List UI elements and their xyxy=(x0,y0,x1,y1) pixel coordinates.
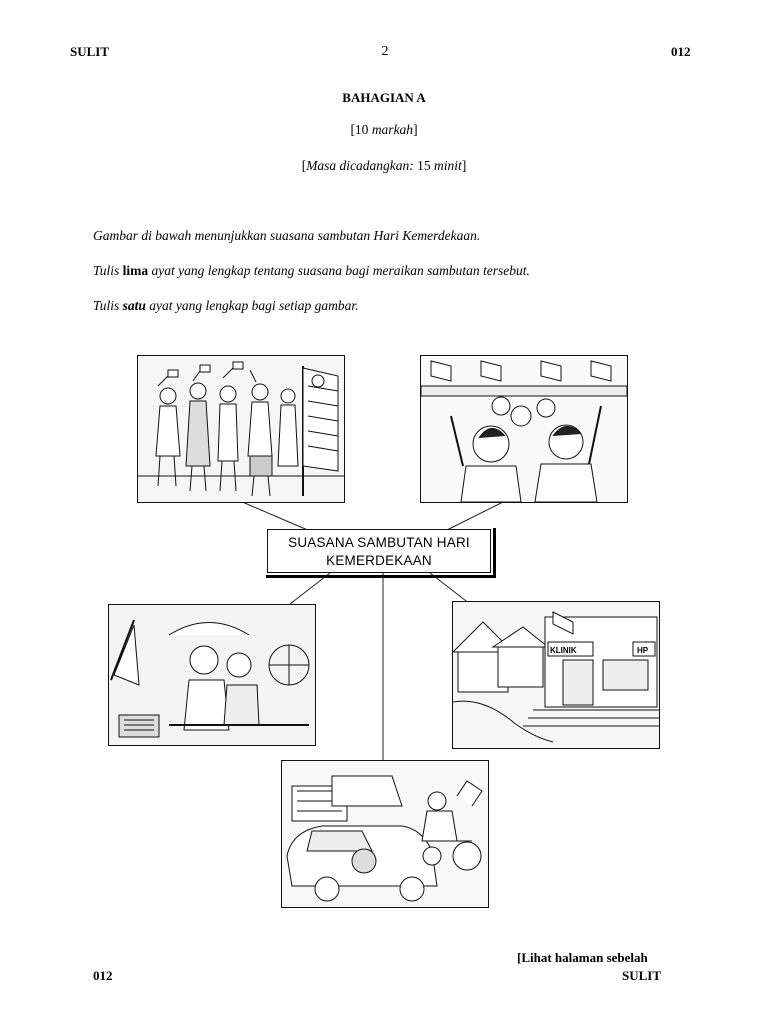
marks-open: [10 xyxy=(350,122,372,137)
vehicles-flags-illustration xyxy=(281,760,489,908)
time-value: 15 xyxy=(413,158,435,173)
trishaw-riders-illustration xyxy=(108,604,316,746)
hub-line-2: KEMERDEKAAN xyxy=(326,553,432,568)
instruction-line-1: Gambar di bawah menunjukkan suasana sambutan Hari Kemerdekaan. xyxy=(93,228,481,243)
instruction-3-bold: satu xyxy=(122,298,146,313)
page-number: 2 xyxy=(381,44,389,59)
footer-sulit-label: SULIT xyxy=(622,968,662,983)
footer-see-next: [Lihat halaman sebelah xyxy=(517,950,648,965)
clinic-sign-hp: HP xyxy=(637,646,649,655)
header-sulit-label: SULIT xyxy=(70,44,110,59)
hub-line-1: SUASANA SAMBUTAN HARI xyxy=(288,535,470,550)
time-line xyxy=(0,158,768,174)
decorated-shops-illustration xyxy=(452,601,660,749)
instruction-2-bold: lima xyxy=(122,263,149,278)
instruction-line-3 xyxy=(93,298,359,314)
time-close: ] xyxy=(461,158,467,173)
parade-illustration xyxy=(137,355,345,503)
instruction-3-pre: Tulis xyxy=(93,298,123,313)
time-label: Masa dicadangkan: xyxy=(306,158,414,173)
marks-line xyxy=(0,122,768,138)
vehicles-drawing xyxy=(282,761,488,907)
schoolchildren-drawing xyxy=(421,356,627,502)
parade-drawing xyxy=(138,356,344,502)
instruction-3-post: ayat yang lengkap bagi setiap gambar. xyxy=(145,298,359,313)
marks-word: markah xyxy=(371,122,414,137)
time-unit: minit xyxy=(434,158,462,173)
trishaw-drawing xyxy=(109,605,315,745)
diagram-hub-box xyxy=(267,529,491,573)
shops-drawing xyxy=(453,602,659,748)
instruction-2-pre: Tulis xyxy=(93,263,123,278)
clinic-sign-text: KLINIK xyxy=(550,646,577,655)
instruction-line-2 xyxy=(93,263,530,279)
time-open: [ xyxy=(301,158,307,173)
footer-code: 012 xyxy=(93,968,113,983)
section-title: BAHAGIAN A xyxy=(342,90,426,105)
schoolchildren-flags-illustration xyxy=(420,355,628,503)
instruction-2-post: ayat yang lengkap tentang suasana bagi meraikan sambutan tersebut. xyxy=(148,263,530,278)
header-code: 012 xyxy=(671,44,691,59)
marks-close: ] xyxy=(413,122,418,137)
